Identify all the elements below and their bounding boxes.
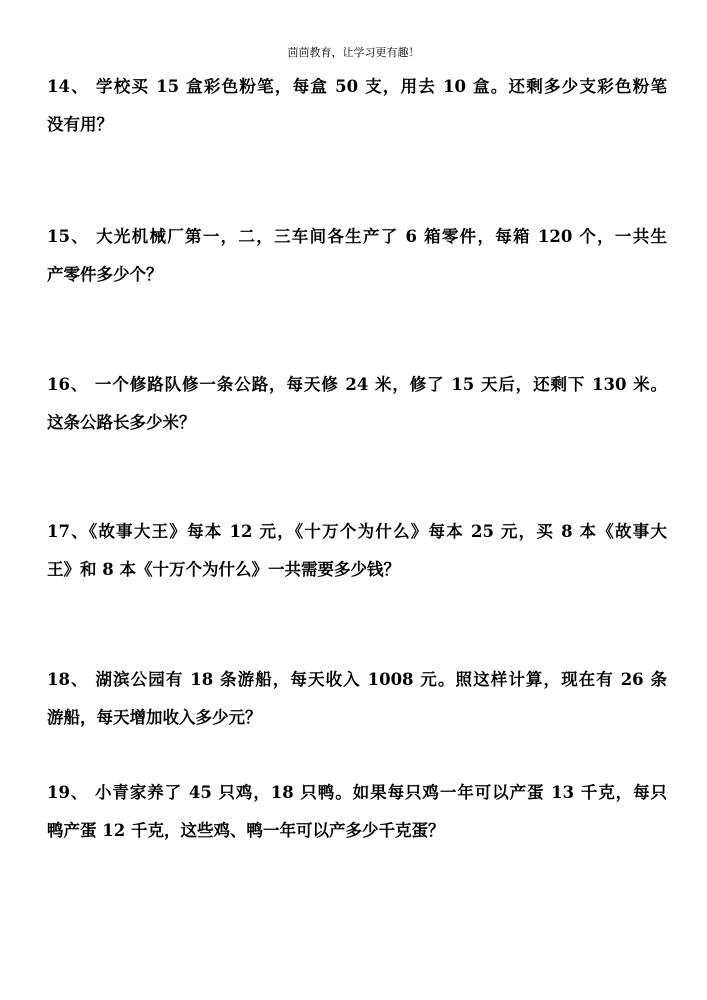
- question-19: [47, 774, 667, 850]
- question-line: 游船，每天增加收入多少元？: [47, 708, 262, 727]
- question-18: [47, 661, 667, 737]
- question-line: 18、 湖滨公园有 18 条游船，每天收入 1008 元。照这样计算，现在有 26 条: [47, 670, 667, 689]
- question-15: [47, 218, 667, 294]
- question-14: [47, 68, 667, 144]
- question-line: 14、 学校买 15 盒彩色粉笔，每盒 50 支，用去 10 盒。还剩多少支彩色粉笔: [47, 77, 667, 96]
- question-line: 19、 小青家养了 45 只鸡，18 只鸭。如果每只鸡一年可以产蛋 13 千克，每只: [47, 783, 667, 802]
- question-line: 鸭产蛋 12 千克，这些鸡、鸭一年可以产多少千克蛋？: [47, 821, 445, 840]
- question-17: [47, 513, 667, 589]
- question-line: 17、《故事大王》每本 12 元，《十万个为什么》每本 25 元，买 8 本《故事大: [47, 522, 667, 541]
- question-16: [47, 366, 667, 442]
- page-header: 茴茴教育，让学习更有趣！: [287, 46, 420, 59]
- question-line: 16、 一个修路队修一条公路，每天修 24 米，修了 15 天后，还剩下 130 米。: [47, 375, 667, 394]
- question-line: 产零件多少个？: [47, 265, 163, 284]
- question-line: 没有用？: [47, 115, 113, 134]
- question-line: 这条公路长多少米？: [47, 413, 196, 432]
- question-line: 15、 大光机械厂第一，二，三车间各生产了 6 箱零件，每箱 120 个，一共生: [47, 227, 667, 246]
- question-line: 王》和 8 本《十万个为什么》一共需要多少钱？: [47, 560, 400, 579]
